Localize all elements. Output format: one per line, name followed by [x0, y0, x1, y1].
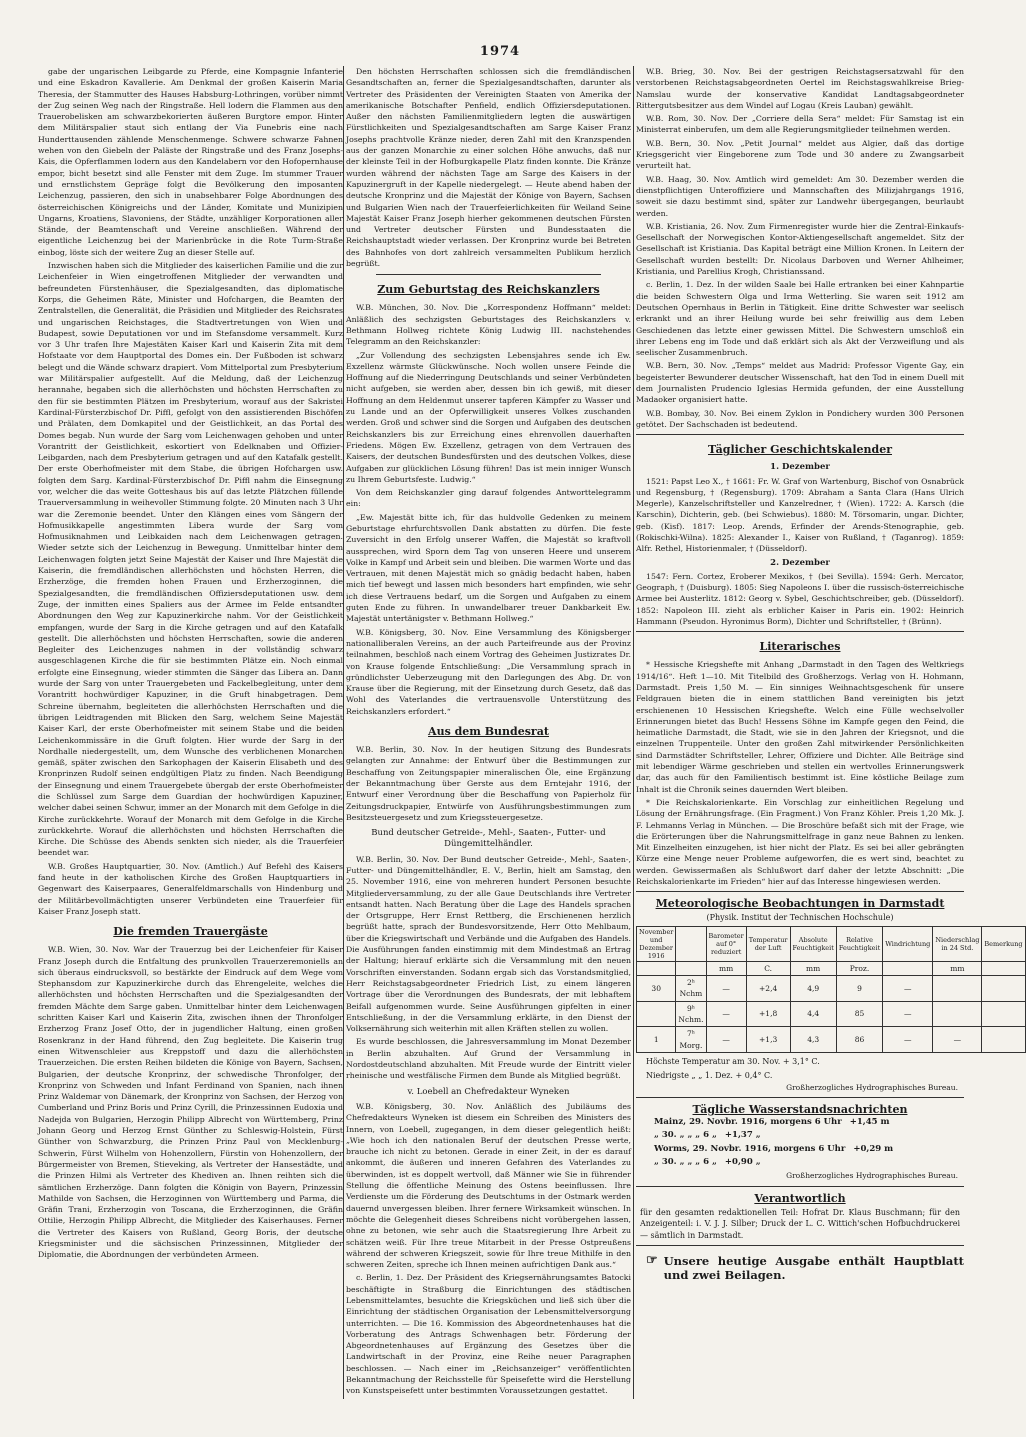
- article-paragraph: „Zur Vollendung des sechzigsten Lebensjahres sende ich Ew. Exzellenz wärmste Glückwünsche. Noch wollen unsere Feinde die Hoffnung auf die Niederringung Deutschlands und seiner Verbündeten nicht aufgeben, sie werden aber, dessen bin ich gewiß, mit dieser Hoffnung an dem Heldenmut unserer tapferen Kämpfer zu Wasser und zu Lande und an der Opferwilligkeit unseres Volkes zuschanden werden. Groß und schwer sind die Sorgen und Aufgaben des deutschen Reichskanzlers bis zur Erreichung eines ehrenvollen dauerhaften Friedens. Mögen Ew. Exzellenz, getragen von dem Vertrauen des Kaisers, der deutschen Bundesfürsten und des deutschen Volkes, diese Aufgaben zur glücklichen Lösung führen! Das ist mein inniger Wunsch zu Ihrem Geburtsfeste. Ludwig.“: [346, 350, 631, 484]
- weather-unit: mm: [706, 961, 746, 975]
- weather-cell: [637, 1001, 676, 1027]
- weather-heading: Meteorologische Beobachtungen in Darmstadt: [655, 897, 945, 911]
- divider: [636, 1097, 964, 1098]
- weather-cell: [933, 1001, 982, 1027]
- column-rule: [633, 66, 634, 1399]
- weather-cell: —: [883, 1001, 933, 1027]
- weather-column-header: Bemerkung: [982, 926, 1025, 961]
- divider: [636, 891, 964, 892]
- water-level-list: [636, 1117, 964, 1168]
- weather-cell: 4,3: [790, 1027, 836, 1053]
- article-paragraph: „Ew. Majestät bitte ich, für das huldvolle Gedenken zu meinem Geburtstage ehrfurchtsvollen Dank abstatten zu dürfen. Die feste Zuversicht in den Erfolg unserer Waffen, die Majestät so kraftvoll aussprechen, wird Sporn dem Tag von unseren Heere und unserem Volke in Kampf und Arbeit sein und bleiben. Die warmen Worte und das Vertrauen, mit denen Majestät mich so gnädig bedacht haben, haben mich tief bewegt und lassen mich besonders hart empfinden, wie sehr ich diese Vertrauens bedarf, um die Sorgen und Aufgaben zu einem guten Ende zu führen. In unwandelbarer treuer Dankbarkeit Ew. Majestät untertänigster v. Bethmann Hollweg.“: [346, 512, 631, 624]
- article-paragraph: W.B. Rom, 30. Nov. Der „Corriere della Sera“ meldet: Für Samstag ist ein Ministerrat einberufen, um dem alle Regierungsmitglieder teilnehmen werden.: [636, 114, 964, 135]
- subheading: Bund deutscher Getreide-, Mehl-, Saaten-, Futter- und Düngemittelhändler.: [371, 828, 606, 850]
- water-level-place: „ 30. „ „ „ 6 „: [654, 1157, 717, 1168]
- weather-cell: 4,9: [790, 976, 836, 1002]
- water-level-value: +0,29 m: [853, 1143, 894, 1154]
- calendar-heading: Täglicher Geschichtskalender: [707, 443, 892, 457]
- calendar-entry: 1547: Fern. Cortez, Eroberer Mexikos, † (bei Sevilla). 1594: Gerh. Mercator, Geograph, † (Duisburg). 1805: Sieg Napoleons I. über die russisch-österreichische Armee bei Austerlitz. 1812: Georg v. Sybel, Geschichtschreiber, geb. (Düsseldorf). 1852: Napoleon III. zieht als erblicher Kaiser in Paris ein. 1902: Heinrich Hammann (Pseudon. Hyronimus Borm), Dichter und Schriftsteller, † (Brünn).: [636, 571, 964, 627]
- column-rule: [343, 66, 344, 1399]
- weather-column-header: Barometer auf 0° reduziert: [706, 926, 746, 961]
- water-level-row: [654, 1144, 964, 1155]
- weather-cell: 2ʰ Nchm: [676, 976, 706, 1002]
- water-level-place: „ 30. „ „ „ 6 „: [654, 1130, 717, 1141]
- page-number: 1974: [479, 44, 521, 59]
- divider: [636, 631, 964, 632]
- calendar-entry: 1521: Papst Leo X., † 1661: Fr. W. Graf von Wartenburg, Bischof von Osnabrück und Regensburg, † (Regensburg). 1709: Abraham a Santa Clara (Hans Ulrich Megerle), Kanzelschriftsteller und Kanzelredner, † (Wien). 1722: A. Karsch (die Karschin), Dichterin, geb. (bei Schwiebus). 1880: M. Törsomarin, ungar. Dichter, geb. (Kisf). 1817: Leop. Arends, Erfinder der Arends-Stenographie, geb. (Rokischki-Wilna). 1825: Alexander I., Kaiser von Rußland, † (Taganrog). 1859: Alfr. Rethel, Historienmaler, † (Düsseldorf).: [636, 476, 964, 554]
- article-paragraph: Den höchsten Herrschaften schlossen sich die fremdländischen Gesandtschaften an, ferner die Spezialgesandtschaften, darunter als Vertreter des Präsidenten der Vereinigten Staaten von Amerika der amerikanische Botschafter Penfield, endlich Offiziersdeputationen. Außer den nächsten Familienmitgliedern legten die auswärtigen Fürstlichkeiten und Spezialgesandtschaften am Sarge Kaiser Franz Josephs prachtvolle Kränze nieder, deren Zahl mit den Kranzspenden aus der ganzen Monarchie zu einer solchen Höhe anwuchs, daß nur der kleinste Teil in der Hofburgkapelle Platz finden konnte. Die Kränze wurden während der nächsten Tage am Sarge des Kaisers in der Kapuzinergruft in der Kapelle niedergelegt. — Heute abend haben der deutsche Kronprinz und die Majestät der Könige von Bayern, Sachsen und Bulgarien Wien nach der Trauerfeierlichkeiten für Weiland Seine Majestät Kaiser Franz Joseph hierher gekommenen deutschen Fürsten und Vertreter deutscher Fürsten und Bundesstaaten die Reichshauptstadt wieder verlassen. Der Kronprinz wurde bei Betreten des Bahnhofes von dort zahlreich versammelten Publikum herzlich begrüßt.: [346, 67, 631, 269]
- weather-unit: C.: [746, 961, 790, 975]
- weather-unit: mm: [933, 961, 982, 975]
- article-paragraph: W.B. Königsberg, 30. Nov. Eine Versammlung des Königsberger nationalliberalen Vereins, an der auch Parteifreunde aus der Provinz teilnahmen, beschloß nach einem Vortrag des Geheimen Justizrates Dr. von Krause folgende Entschließung: „Die Versammlung sprach in gründlichster Ueberzeugung mit den Darlegungen des Abg. Dr. von Krause über die Regierung, mit der Einsetzung durch Gesetz, daß das Wohl des Vaterlandes die vertrauensvolle Unterstützung des Reichskanzlers erfordert.“: [346, 627, 631, 716]
- article-paragraph: W.B. Bern, 30. Nov. „Petit Journal“ meldet aus Algier, daß das dortige Kriegsgericht vier Eingeborene zum Tode und 30 andere zu Zwangsarbeit verurteilt hat.: [636, 138, 964, 171]
- weather-column-header: Niederschlag in 24 Std.: [933, 926, 982, 961]
- article-paragraph: W.B. Haag, 30. Nov. Amtlich wird gemeldet: Am 30. Dezember werden die dienstpflichtigen Unteroffiziere und Mannschaften des Milizjahrgangs 1916, soweit sie dazu bestimmt sind, später zur Landwehr übergegangen, beurlaubt werden.: [636, 174, 964, 218]
- article-paragraph: W.B. Bern, 30. Nov. „Temps“ meldet aus Madrid: Professor Vigente Gay, ein begeisterter Bewunderer deutscher Wissenschaft, hat den Tod in einem Duell mit dem Journalisten Prudencio Iglesias Hermida gefunden, der eine Ausstellung Madaoker organisiert hatte.: [636, 361, 964, 405]
- column-left: [38, 66, 343, 1399]
- weather-unit: [883, 961, 933, 975]
- weather-table: [636, 926, 1026, 1053]
- section-heading: Aus dem Bundesrat: [428, 725, 549, 739]
- weather-cell: 4,4: [790, 1001, 836, 1027]
- column-right: [636, 66, 1023, 1399]
- water-level-row: [654, 1130, 964, 1141]
- article-paragraph: gabe der ungarischen Leibgarde zu Pferde, eine Kompagnie Infanterie und eine Eskadron Kavallerie. Am Denkmal der großen Kaiserin Maria Theresia, der Stammutter des Hauses Habsburg-Lothringen, vorüber nimmt der Zug seinen Weg nach der Ringstraße. Hell lodern die Flammen aus den Trauerobelisken am schwarzbekorierten äußeren Burgtore empor. Hinter dem Militärspalier staut sich entlang der Via Funebris eine nach Hunderttausenden zählende Menschenmenge. Schwere schwarze Fahnen wehen von den Giebeln der Paläste der Ringstraße und des Franz Josephs-Kais, die Opferflammen lodern aus den Kandelabern vor den Hofopernhause empor, bicht besetzt sind alle Fenster mit dem Zuge. Im stummer Trauer und ernstlichstem Gepräge folgt die Bevölkerung den imposanten Leichenzug, passieren, den sich in unabsehbarer Folge Abordnungen des österreichischen Königreichs und der Länder, Komitate und Munizipien Ungarns, Kroatiens, Slavoniens, der Städte, unzähliger Korporationen aller Stände, der Beamtenschaft und Vereine anschließen. Während der eigentliche Leichenzug bei der Marienbrücke in die Rote Turm-Straße einbog, löste sich der weitere Zug an dieser Stelle auf.: [38, 67, 343, 257]
- weather-cell: 85: [836, 1001, 882, 1027]
- pointing-hand-icon: ☞: [646, 1252, 658, 1268]
- weather-cell: 7ʰ Morg.: [676, 1027, 706, 1053]
- subheading: v. Loebell an Chefredakteur Wyneken: [407, 1086, 570, 1097]
- table-row: [637, 1027, 1026, 1053]
- weather-subheading: (Physik. Institut der Technischen Hochschule): [706, 912, 894, 922]
- article-paragraph: Von dem Reichskanzler ging darauf folgendes Antworttelegramm ein:: [346, 488, 631, 509]
- weather-cell: 86: [836, 1027, 882, 1053]
- weather-cell: [982, 976, 1025, 1002]
- section-heading: Die fremden Trauergäste: [113, 925, 268, 939]
- edition-notice-text: Unsere heutige Ausgabe enthält Hauptblatt und zwei Beilagen.: [663, 1253, 964, 1282]
- weather-unit: [676, 961, 706, 975]
- water-level-place: Mainz, 29. Novbr. 1916, morgens 6 Uhr: [654, 1117, 842, 1128]
- weather-cell: +1,3: [746, 1027, 790, 1053]
- weather-column-header: [676, 926, 706, 961]
- weather-column-header: Windrichtung: [883, 926, 933, 961]
- section-heading: Zum Geburtstag des Reichskanzlers: [377, 283, 600, 297]
- weather-column-header: Temperatur der Luft: [746, 926, 790, 961]
- article-paragraph: Es wurde beschlossen, die Jahresversammlung im Monat Dezember in Berlin abzuhalten. Auf Grund der Versammlung in Nordostdeutschland abzuhalten. Mit Freude wurde der Eintritt vieler rheinische und westfälische Firmen dem Bunde als Mitglied begrüßt.: [346, 1037, 631, 1081]
- article-paragraph: W.B. Königsberg, 30. Nov. Anläßlich des Jubiläums des Chefredakteurs Wyneken ist diesem ein Schreiben des Ministers des Innern, von Loebell, zugegangen, in dem dieser gelegentlich heißt: „Wie hoch ich den nationalen Beruf der deutschen Presse werte, brauche ich nicht zu betonen. Gerade in einer Zeit, in der es darauf ankommt, die äußeren und inneren Gefahren des Vaterlandes zu überwinden, ist es doppelt wertvoll, daß Männer wie Sie in führender Stellung die öffentliche Meinung des Ostens beeinflussen. Ihre Verdienste um die Förderung des Deutschtums in der Ostmark werden dauernd unvergessen bleiben. Ihrer fernere Wirksamkeit wünschen. In möchte die Gelegenheit dieses Schreibens nicht vorübergehen lassen, ohne zu betonen, wie sehr auch die Staatsregierung Ihre Arbeit zu schätzen weiß. Für Ihre treue Mitarbeit in der Presse Ostpreußens während der schweren Kriegszeit, sowie für Ihre treue Mithilfe in den schweren Zeiten, spreche ich Ihnen meinen aufrichtigen Dank aus.“: [346, 1101, 631, 1270]
- weather-cell: —: [706, 1001, 746, 1027]
- article-paragraph: c. Berlin, 1. Dez. Der Präsident des Kriegsernährungsamtes Batocki beschäftigte in Straßburg die Einrichtungen des städtischen Lebensmittelamtes, besuchte die Kriegsküchen und ließ sich über die Einrichtung der städtischen Organisation der Lebensmittelversorgung unterrichten. — Die 16. Kommission des Abgeordnetenhauses hat die Vorberatung des Antrags Schwenhagen betr. Förderung der Abgeordnetenhauses auf Ergänzung des Gesetzes über die Landwirtschaft in der Provinz, eine Reihe neuer Paragraphen beschlossen. — Nach einer im „Reichsanzeiger“ veröffentlichten Bekanntmachung der Reichsstelle für Speisefette wird die Herstellung von Kunstspeisefett unter bestimmten Voraussetzungen gestattet.: [346, 1273, 631, 1396]
- literature-entry: * Die Reichskalorienkarte. Ein Vorschlag zur einheitlichen Regelung und Lösung der Ernährungsfrage. (Ein Fragment.) Von Franz Köhler. Preis 1,20 Mk. J. F. Lehmanns Verlag in München. — Die Broschüre befaßt sich mit der Frage, wie die Erörterungen über die Nahrungsmittelfrage in ganz neue Bahnen zu lenken. Mit Einzelheiten einzugehen, ist hier nicht der Platz. Es sei bei aller gebrängten Kürze eine Menge neuer Probleme aufgeworfen, die es wert sind, beachtet zu werden. Gewissermaßen als Schlußwort darf daher der letzte Abschnitt: „Die Reichskalorienkarte im Frieden“ hier auf das Interesse hingewiesen werden.: [636, 797, 964, 886]
- water-level-office: Großherzogliches Hydrographisches Bureau.: [786, 1171, 958, 1181]
- water-level-value: +1,45 m: [849, 1117, 890, 1128]
- weather-unit: mm: [790, 961, 836, 975]
- weather-cell: —: [883, 1027, 933, 1053]
- weather-cell: 30: [637, 976, 676, 1002]
- table-row: [637, 1001, 1026, 1027]
- weather-column-header: Absolute Feuchtigkeit: [790, 926, 836, 961]
- weather-office: Großherzogliches Hydrographisches Bureau.: [786, 1082, 958, 1092]
- weather-cell: —: [883, 976, 933, 1002]
- article-paragraph: W.B. München, 30. Nov. Die „Korrespondenz Hoffmann“ meldet: Anläßlich des sechzigsten Geburtstages des Reichskanzlers v. Bethmann Hollweg richtete König Ludwig III. nachstehendes Telegramm an den Reichskanzler:: [346, 303, 631, 347]
- weather-column-header: Relative Feuchtigkeit: [836, 926, 882, 961]
- weather-cell: +2,4: [746, 976, 790, 1002]
- water-level-place: Worms, 29. Novbr. 1916, morgens 6 Uhr: [654, 1143, 846, 1154]
- weather-cell: 9: [836, 976, 882, 1002]
- weather-unit: [982, 961, 1025, 975]
- calendar-date: 1. Dezember: [770, 462, 830, 473]
- weather-max: Höchste Temperatur am 30. Nov. + 3,1° C.: [646, 1056, 820, 1066]
- weather-cell: —: [933, 1027, 982, 1053]
- weather-cell: [982, 1001, 1025, 1027]
- water-level-value: +1,37 „: [724, 1130, 761, 1141]
- article-paragraph: c. Berlin, 1. Dez. In der wilden Saale bei Halle ertranken bei einer Kahnpartie die beiden Schwestern Olga und Irma Wetterling. Sie waren seit 1912 am Deutschen Opernhaus in Berlin in Tätigkeit. Eine dritte Schwester war seelisch erkrankt und an ihrer Heilung wurde bei sehr freiwillig aus dem Leben Geschiedenen das letzte einer gewissen Mittel. Die Schwestern umschloß ein ihrer Lebens eng im Tode und daß erklärt sich als Akt der Verzweiflung und als seelischer Zusammenbruch.: [636, 280, 964, 358]
- divider: [636, 1186, 964, 1187]
- weather-cell: [982, 1027, 1025, 1053]
- divider: [376, 274, 601, 275]
- weather-cell: 9ʰ Nchm.: [676, 1001, 706, 1027]
- weather-cell: [933, 976, 982, 1002]
- divider: [636, 434, 964, 435]
- weather-unit: [637, 961, 676, 975]
- divider: [636, 1245, 964, 1246]
- calendar-date: 2. Dezember: [770, 557, 830, 568]
- column-middle: [346, 66, 631, 1399]
- responsible-heading: Verantwortlich: [754, 1191, 846, 1205]
- literature-entry: * Hessische Kriegshefte mit Anhang „Darmstadt in den Tagen des Weltkriegs 1914/16“. Heft 1—10. Mit Titelbild des Großherzogs. Verlag von H. Hohmann, Darmstadt. Preis 1,50 M. — Ein sinniges Weihnachtsgeschenk für unsere Feldgrauen bieten die in einem stattlichen Band vereinigten bis jetzt erschienenen 10 Hessischen Kriegshefte. Welch eine Fülle wechselvoller Erinnerungen bietet das Buch! Hessens Söhne im Kampfe gegen den Feind, die heimatliche Darmstadt, die Stadt, wie sie in den Jahren der Kriegsnot, und die einzelnen Truppenteile. Unter den großen Zahl mitwirkender Persönlichkeiten sind Darmstädter Schriftsteller, Lehrer, Offiziere und Dichter. Alle Beiträge sind mit lebendiger Wärme geschrieben und stellen ein wertvolles Erinnerungswerk dar, das auch für den Familientisch bestimmt ist. Eine köstliche Beilage zum Inhalt ist die Chronik seines dauernden Wert bleiben.: [636, 660, 964, 794]
- article-paragraph: W.B. Berlin, 30. Nov. In der heutigen Sitzung des Bundesrats gelangten zur Annahme: der Entwurf über die Bestimmungen zur Beschaffung von Zeitungspapier mineralischen Öle, eine Ergänzung der Bekanntmachung über Gerste aus dem Erntejahr 1916, der Entwurf einer Verordnung über die Beschaffung von Papierholz für Zeitungsdruckpapier, Entwürfe von Ausführungsbestimmungen zum Besitzsteuergesetz und zum Kriegssteuergesetze.: [346, 745, 631, 822]
- edition-notice: [646, 1254, 964, 1282]
- article-paragraph: W.B. Bombay, 30. Nov. Bei einem Zyklon in Pondichery wurden 300 Personen getötet. Der Sachschaden ist bedeutend.: [636, 408, 964, 429]
- table-row: [637, 976, 1026, 1002]
- weather-unit: Proz.: [836, 961, 882, 975]
- weather-min: Niedrigste „ „ 1. Dez. + 0,4° C.: [646, 1071, 773, 1081]
- weather-cell: 1: [637, 1027, 676, 1053]
- literature-heading: Literarisches: [759, 640, 841, 654]
- water-level-row: [654, 1157, 964, 1168]
- water-level-value: +0,90 „: [724, 1157, 761, 1168]
- article-paragraph: Inzwischen haben sich die Mitglieder des kaiserlichen Familie und die zur Leichenfeier in Wien eingetroffenen Mitglieder der verwandten und befreundeten Fürstenhäuser, die Spezialgesandten, das diplomatische Korps, die Geheimen Räte, Minister und Hofchargen, die Beamten der Zentralstellen, die Generalität, die Präsidien und Mitglieder des Reichsrates und ungarischen Reichstages, die Stadtvertretungen von Wien und Budapest, sowie Deputationen vor und im Stefansdome versammelt. Kurz vor 3 Uhr trafen Ihre Majestäten Kaiser Karl und Kaiserin Zita mit dem Hofstaate vor dem Hauptportal des Domes ein. Der Fußboden ist schwarz belegt und die Wände schwarz drapiert. Vom Mittelportal zum Presbyterium war Militärspalier aufgestellt. Auf die Meldung, daß der Leichenzug herannahe, begaben sich die allerhöchsten und höchsten Herrschaften zu den für sie bestimmten Plätzen im Presbyterium, worauf aus der Sakristei Kardinal-Fürsterzbischof Dr. Piffl, gefolgt von den assistierenden Bischöfen und Prälaten, dem Domkapitel und der Geistlichkeit, an das Portal des Domes begab. Nun wurde der Sarg vom Leichenwagen gehoben und unter Vorantritt der Geistlichkeit, eskortiert von Edelknaben und Offizier-Leibgarden, nach dem Presbyterium getragen und auf den Katafalk gestellt. Der erste Oberhofmeister mit dem Stabe, die übrigen Hofchargen usw. folgten dem Sarg. Kardinal-Fürsterzbischof Dr. Piffl nahm die Einsegnung vor, welcher die das weite Gotteshaus bis auf das letzte Plätzchen füllende Trauerversammlung in weihevoller Stimmung folgte. 20 Minuten nach 3 Uhr war die Zeremonie beendet. Unter den Klängen eines vom Sängern der Hofmusikkapelle angestimmten Libera wurde der Sarg vom Hofmusiknahmen und Leibkaiden nach dem Leichenwagen getragen. Wieder setzte sich der Leichenzug in Bewegung. Unmittelbar hinter dem Leichenwagen folgten jetzt Seine Majestät der Kaiser und Ihre Majestät die Kaiserin, die fremdländischen allerhöchsten und höchsten Herren, die Erzherzöge, die fremden hohen Frauen und Erzherzoginnen, die Spezialgesandten, die fremdländischen Offiziersdeputationen usw. dem Zuge, der inmitten eines Spaliers aus der Armee im Felde entsandter Abordnungen den Weg zur Kapuzinerkirche nahm. Vor der Geistlichkeit empfangen, wurde der Sarg in die Kirche getragen und auf den Katafalk gestellt. Die allerhöchsten und höchsten Herrschaften, sowie die anderen Begleiter des Leichenzuges nahmen in der vollständig schwarz ausgeschlagenen Kirche die für sie bestimmten Plätze ein. Noch einmal erfolgte eine Einsegnung, wieder stimmten die Sänger das Libera an. Dann wurde der Sarg von unter Trauergebeten und Fackelbegleitung, unter dem Vorantritt hochwürdiger Kapuziner, in die Gruft hinabgetragen. Dem Schreine übernahm, begleiteten die allerhöchsten Herrschaften und die übrigen Leidtragenden mit Blicken den Sarg, welchem Seine Majestät Kaiser Karl, der erste Oberhofmeister mit seinem Stabe und die beiden Leichenkommissäre in die Gruft folgten. Hier wurde der Sarg in der Nordhalle niedergestellt, um, dem Wunsche des verblichenen Monarchen gemäß, später zwischen den Sarkophagen der Kaiserin Elisabeth und des Kronprinzen Rudolf seinen endgültigen Platz zu finden. Nach Beendigung der Einsegnung und einem Trauergebete übergab der erste Oberhofmeister die Schlüssel zum Sarge dem Guardian der hochwürdigen Kapuziner, welcher dabei seinen Schwur, immer an der Monarch mit dem Gefolge in die Kirche zurückkehrte. Worauf der Monarch mit dem Gefolge in die Kirche zurückkehrte. Worauf die allerhöchsten und höchsten Herrschaften die Kirche. Die Schüsse des Abends senkten sich nieder, als die Trauerfeier beendet war.: [38, 261, 343, 858]
- article-paragraph: W.B. Großes Hauptquartier, 30. Nov. (Amtlich.) Auf Befehl des Kaisers fand heute in der katholischen Kirche des Großen Hauptquartiers in Gegenwart des Kaiserpaares, Generalfeldmarschalls von Hindenburg und der Militärbevollmächtigten unserer Verbündeten eine Trauerfeier für Kaiser Franz Joseph statt.: [38, 861, 343, 916]
- water-level-heading: Tägliche Wasserstandsnachrichten: [692, 1102, 908, 1116]
- article-paragraph: W.B. Brieg, 30. Nov. Bei der gestrigen Reichstagsersatzwahl für den verstorbenen Reichstagsabgeordneten Oertel im Reichstagswahlkreise Brieg-Namslau wurde der konservative Kandidat Landtagsabgeordneter Rittergutsbesitzer aus dem Windel auf Logau (Kreis Lauban) gewählt.: [636, 67, 964, 110]
- weather-cell: —: [706, 976, 746, 1002]
- weather-column-header: November und Dezember 1916: [637, 926, 676, 961]
- water-level-row: [654, 1117, 964, 1128]
- weather-cell: —: [706, 1027, 746, 1053]
- article-paragraph: W.B. Berlin, 30. Nov. Der Bund deutscher Getreide-, Mehl-, Saaten-, Futter- und Düngemittelhändler, E. V., Berlin, hielt am Samstag, den 25. November 1916, eine von mehreren hundert Personen besuchte Mitgliederversammlung, zu der alle Gaue Deutschlands ihre Vertreter entsandt hatten. Nach Beratung über die Lage des Handels sprachen der Ortsgruppe, Herr Ernst Rettberg, die Erschienenen herzlich begrüßt hatte, sprach der Bundesvorsitzende, Herr Otto Mehlbaum, über die Kriegswirtschaft und Verbände und die Aufgaben des Handels. Die Ausführungen fanden einstimmig mit dem Mindestmaß an Ertrag der Haltung; hierauf erklärte sich die Versammlung mit den neuen Vorschriften einverstanden. Sodann ergab sich das Vorstandsmitglied, Herr Reichstagsabgeordneter Friedrich List, zu einem längeren Vortrage über die Verordnungen des Bundesrats, der mit lebhaftem Beifall aufgenommen wurde. Seine Ausführungen gipfelten in einer Entschließung, in der die Versammlung erklärte, in den Dienst der Volksernährung sich weiterhin mit allen Kräften stellen zu wollen.: [346, 854, 631, 1034]
- weather-cell: +1,8: [746, 1001, 790, 1027]
- article-paragraph: W.B. Kristiania, 26. Nov. Zum Firmenregister wurde hier die Zentral-Einkaufs-Gesellschaft der Norwegischen Kontor-Aktiengesellschaft angemeldet. Sitz der Gesellschaft ist Kristiania. Das Kapital beträgt eine Million Kronen. In Leitern der Gesellschaft wurden bestellt: Dr. Nicolaus Darboven und Werner Ahlheimer, Kristiania, und Parellius Krogh, Christianssand.: [636, 221, 964, 277]
- responsible-text: für den gesamten redaktionellen Teil: Hofrat Dr. Klaus Buschmann; für den Anzeigenteil: i. V. J. J. Silber; Druck der L. C. Wittich'schen Hofbuchdruckerei — sämtlich in Darmstadt.: [640, 1207, 960, 1240]
- article-paragraph: W.B. Wien, 30. Nov. War der Trauerzug bei der Leichenfeier für Kaiser Franz Joseph durch die Entfaltung des prunkvollen Trauerzeremoniells an sich überaus eindrucksvoll, so bestärkte der Eindruck auf dem Wege vom Stephansdom zur Kapuzinerkirche durch das Ehrengeleite, welches die allerhöchsten und höchsten Herrschaften und die Spezialgesandten der fremden Mächte dem Sarge gaben. Unmittelbar hinter dem Leichenwagen schritten Kaiser Karl und Kaiserin Zita, zwischen ihnen der Thronfolger Erzherzog Franz Josef Otto, der in jugendlicher Haltung, einen großen Rosenkranz in der Hand führend, den Zug begleitete. Die Kaiserin trug einen Witwenschleier aus Kreppstoff und dazu die allerhöchsten Trauerzeichen. Die ersten Reihen bildeten die Könige von Bayern, Sachsen, Bulgarien, der deutsche Kronprinz, der schwedische Thronfolger, der Kronprinz von Schweden und Infant Ferdinand von Spanien, nach ihnen Prinz Waldemar von Dänemark, der Kronprinz von Sachsen, der Herzog von Cumberland und Prinz Boris und Prinz Cyrill, die Prinzessinnen Eudoxia und Nadejda von Bulgarien, Herzogin Philipp Albrecht von Württemberg, Prinz Johann Georg und Herzog Ernst Günther zu Schleswig-Holstein, Fürst Günther von Schwarzburg, die Prinzen Prinz Paul von Mecklenburg-Schwerin, Fürst Wilhelm von Hohenzollern, Fürstin von Hohenzollern, der Bürgermeister von Bremen, Stieveking, als Vertreter der Hansestädte, und die Prinzen Hilmi als Vertreter des Khediven an. Ihnen reihten sich die sämtlichen Erzherzöge. Dann folgten die Königin von Bayern, Prinzessin Mathilde von Sachsen, die Herzoginnen von Württemberg und Parma, die Gräfin Trani, Erzherzogin von Toscana, die Erzherzoginnen, die Gräfin Ottilie, Herzogin Philipp Albrecht, die Mitglieder des Kaiserhauses. Ferner die Vertreter des Kaisers von Rußland, Georg Boris, der deutsche Kriegsminister und die sächsischen Prinzessinnen, Mitglieder der Diplomatie, die Abordnungen der verbündeten Armeen.: [38, 945, 343, 1260]
